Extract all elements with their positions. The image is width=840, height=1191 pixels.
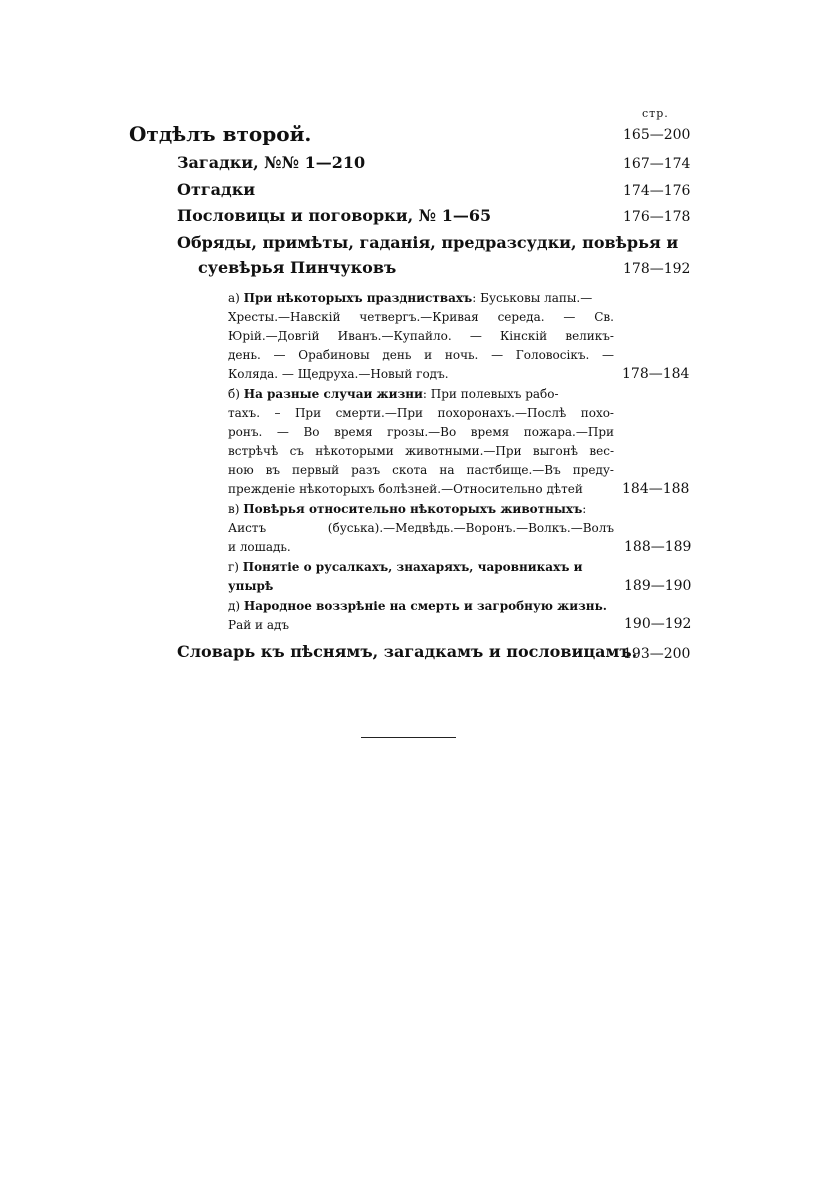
subitem-heading: Понятіе о русалкахъ, знахаряхъ, чаровникахъ и xyxy=(242,560,583,574)
toc-item-dictionary-pages: 193—200 xyxy=(623,646,691,662)
subitem-marker: б) xyxy=(228,387,240,401)
toc-item-riddles-pages: 167—174 xyxy=(623,156,691,172)
closing-rule xyxy=(361,737,456,738)
subitem-e-pages: 190—192 xyxy=(624,616,692,632)
subitem-text-line: Хресты.—Навскій четвергъ.—Кривая середа. — Св. xyxy=(228,310,614,324)
section-title: Отдѣлъ второй. xyxy=(129,122,312,146)
toc-item-riddles: Загадки, №№ 1—210 xyxy=(177,153,366,172)
toc-item-answers-pages: 174—176 xyxy=(623,183,691,199)
toc-item-rituals-pages: 178—192 xyxy=(623,261,691,277)
subitem-a: а) При нѣкоторыхъ праздниствахъ: Буськовы лапы.— Хресты.—Навскій четвергъ.—Кривая середа. — Св. Юрій.—Довгій Иванъ.—Купайло. — Кінскій великъ- день. — Орабиновы день и ночь. — Головосікъ. — Коляда. — Щедруха.—Новый годъ. xyxy=(228,289,614,384)
subitem-text-line: ною въ первый разъ скота на пастбище.—Въ преду- xyxy=(228,463,614,477)
subitem-heading: Повѣрья относительно нѣкоторыхъ животныхъ xyxy=(243,502,583,516)
subitem-marker: г) xyxy=(228,560,239,574)
toc-item-dictionary: Словарь къ пѣснямъ, загадкамъ и пословицамъ. xyxy=(177,642,638,661)
subitem-d-pages: 189—190 xyxy=(624,578,692,594)
subitem-e xyxy=(228,597,614,635)
subitem-c: в) Повѣрья относительно нѣкоторыхъ животныхъ: Аистъ (буська).—Медвѣдь.—Воронъ.—Волкъ.—Волъ и лошадь. xyxy=(228,500,614,557)
subitem-text-line: день. — Орабиновы день и ночь. — Головосікъ. — xyxy=(228,348,614,362)
subitem-text-line: тахъ. – При смерти.—При похоронахъ.—Послѣ похо- xyxy=(228,406,614,420)
subitem-text-line: Коляда. — Щедруха.—Новый годъ. xyxy=(228,367,449,381)
subitem-marker: д) xyxy=(228,599,241,613)
section-pages: 165—200 xyxy=(623,127,691,143)
subitem-text-line: Аистъ (буська).—Медвѣдь.—Воронъ.—Волкъ.—Волъ xyxy=(228,521,614,535)
subitem-marker: в) xyxy=(228,502,240,516)
subitem-marker: а) xyxy=(228,291,240,305)
subitem-text-line: Рай и адъ xyxy=(228,618,290,632)
subitem-text-line: прежденіе нѣкоторыхъ болѣзней.—Относительно дѣтей xyxy=(228,482,583,496)
subitem-text-line: ронъ. — Во время грозы.—Во время пожара.—При xyxy=(228,425,614,439)
subitem-d xyxy=(228,558,614,596)
subitem-b-pages: 184—188 xyxy=(622,481,690,497)
toc-item-answers: Отгадки xyxy=(177,180,256,199)
toc-item-rituals-line1: Обряды, примѣты, гаданія, предразсудки, повѣрья и xyxy=(177,233,679,252)
subitem-text-line: упырѣ xyxy=(228,579,274,593)
subitem-text-line: и лошадь. xyxy=(228,540,291,554)
subitem-text-line: встрѣчѣ съ нѣкоторыми животными.—При выгонѣ вес- xyxy=(228,444,614,458)
page-column-label: стр. xyxy=(642,107,669,120)
subitem-heading: Народное воззрѣніе на смерть и загробную жизнь. xyxy=(243,599,607,613)
subitem-text-line: Юрій.—Довгій Иванъ.—Купайло. — Кінскій великъ- xyxy=(228,329,614,343)
toc-item-proverbs: Пословицы и поговорки, № 1—65 xyxy=(177,206,492,225)
subitem-c-pages: 188—189 xyxy=(624,539,692,555)
subitem-b: б) На разные случаи жизни: При полевыхъ рабо- тахъ. – При смерти.—При похоронахъ.—Послѣ похо- ронъ. — Во время грозы.—Во время пожара.—При встрѣчѣ съ нѣкоторыми животными.—При выгонѣ вес- ною въ первый разъ скота на пастбище.—Въ преду- прежденіе нѣкоторыхъ болѣзней.—Относительно дѣтей xyxy=(228,385,614,499)
toc-item-proverbs-pages: 176—178 xyxy=(623,209,691,225)
subitem-heading: При нѣкоторыхъ праздниствахъ xyxy=(243,291,473,305)
subitem-heading: На разные случаи жизни xyxy=(243,387,423,401)
toc-item-rituals-line2: суевѣрья Пинчуковъ xyxy=(198,258,397,277)
subitem-a-pages: 178—184 xyxy=(622,366,690,382)
